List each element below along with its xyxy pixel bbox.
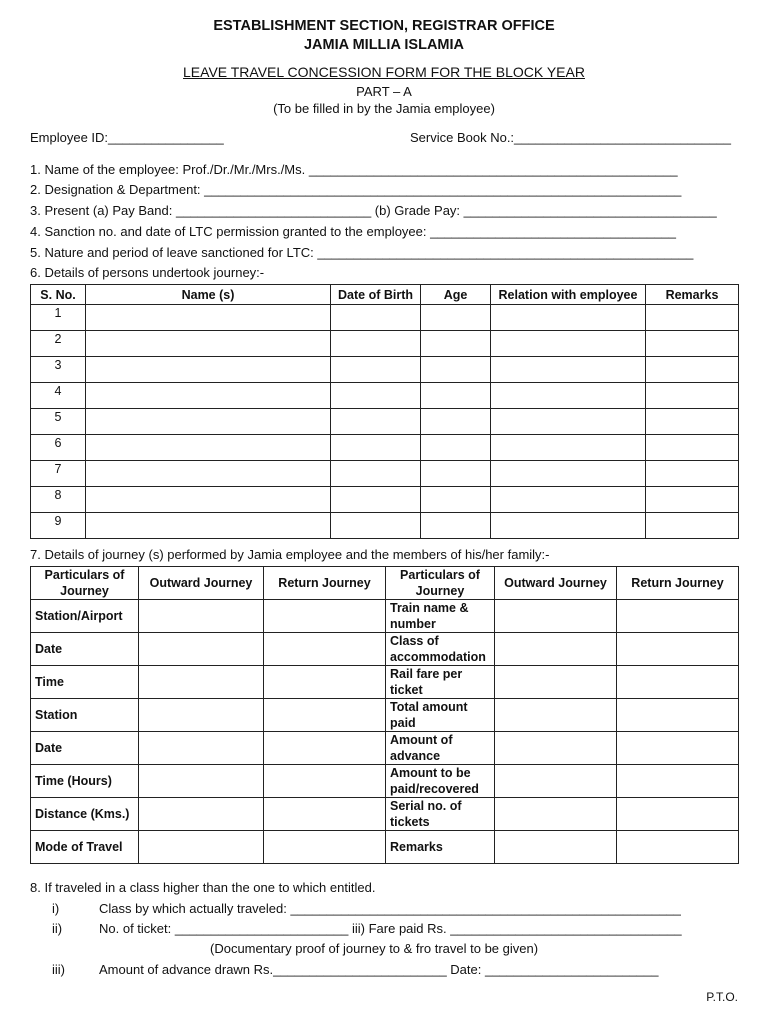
relation-cell[interactable] bbox=[491, 435, 646, 461]
journey-table bbox=[30, 566, 739, 864]
outward-cell[interactable] bbox=[495, 600, 617, 633]
dob-cell[interactable] bbox=[331, 357, 421, 383]
return-cell[interactable] bbox=[264, 699, 386, 732]
item-sanction[interactable]: 4. Sanction no. and date of LTC permission granted to the employee: __________________________________ bbox=[30, 224, 676, 239]
return-cell[interactable] bbox=[617, 600, 739, 633]
left-label: Mode of Travel bbox=[31, 831, 139, 864]
header-names: Name (s) bbox=[86, 285, 331, 305]
table-row bbox=[31, 357, 739, 383]
dob-cell[interactable] bbox=[331, 513, 421, 539]
return-cell[interactable] bbox=[617, 666, 739, 699]
age-cell[interactable] bbox=[421, 487, 491, 513]
name-cell[interactable] bbox=[86, 305, 331, 331]
relation-cell[interactable] bbox=[491, 513, 646, 539]
header-relation: Relation with employee bbox=[491, 285, 646, 305]
right-label: Train name & number bbox=[386, 600, 495, 633]
table-row bbox=[31, 600, 739, 633]
right-label: Rail fare per ticket bbox=[386, 666, 495, 699]
row-number: 4 bbox=[31, 383, 86, 409]
dob-cell[interactable] bbox=[331, 461, 421, 487]
remarks-cell[interactable] bbox=[646, 513, 739, 539]
dob-cell[interactable] bbox=[331, 305, 421, 331]
dob-cell[interactable] bbox=[331, 409, 421, 435]
row-number: 5 bbox=[31, 409, 86, 435]
row-number: 8 bbox=[31, 487, 86, 513]
form-title: LEAVE TRAVEL CONCESSION FORM FOR THE BLOCK YEAR bbox=[183, 64, 585, 80]
sub-item-3-number: iii) bbox=[52, 962, 65, 977]
return-cell[interactable] bbox=[264, 831, 386, 864]
outward-cell[interactable] bbox=[139, 765, 264, 798]
table-row bbox=[31, 331, 739, 357]
table-row bbox=[31, 305, 739, 331]
age-cell[interactable] bbox=[421, 513, 491, 539]
outward-cell[interactable] bbox=[495, 732, 617, 765]
table-row bbox=[31, 513, 739, 539]
dob-cell[interactable] bbox=[331, 435, 421, 461]
remarks-cell[interactable] bbox=[646, 357, 739, 383]
age-cell[interactable] bbox=[421, 435, 491, 461]
persons-header-row bbox=[31, 285, 739, 305]
return-cell[interactable] bbox=[617, 633, 739, 666]
item-leave[interactable]: 5. Nature and period of leave sanctioned for LTC: ____________________________________________________ bbox=[30, 245, 694, 260]
header-return-right: Return Journey bbox=[617, 567, 739, 600]
age-cell[interactable] bbox=[421, 331, 491, 357]
outward-cell[interactable] bbox=[139, 831, 264, 864]
name-cell[interactable] bbox=[86, 357, 331, 383]
right-label: Class of accommodation bbox=[386, 633, 495, 666]
right-label: Remarks bbox=[386, 831, 495, 864]
header-dob: Date of Birth bbox=[331, 285, 421, 305]
header-age: Age bbox=[421, 285, 491, 305]
outward-cell[interactable] bbox=[139, 666, 264, 699]
remarks-cell[interactable] bbox=[646, 487, 739, 513]
employee-id-field[interactable]: Employee ID:________________ bbox=[30, 130, 224, 145]
name-cell[interactable] bbox=[86, 383, 331, 409]
relation-cell[interactable] bbox=[491, 357, 646, 383]
return-cell[interactable] bbox=[264, 633, 386, 666]
header-line2: JAMIA MILLIA ISLAMIA bbox=[303, 37, 465, 53]
name-cell[interactable] bbox=[86, 435, 331, 461]
table-row bbox=[31, 765, 739, 798]
left-label: Station/Airport bbox=[31, 600, 139, 633]
table-row bbox=[31, 487, 739, 513]
item-higher-class: 8. If traveled in a class higher than the one to which entitled. bbox=[30, 880, 376, 895]
outward-cell[interactable] bbox=[495, 798, 617, 831]
left-label: Station bbox=[31, 699, 139, 732]
dob-cell[interactable] bbox=[331, 383, 421, 409]
return-cell[interactable] bbox=[264, 666, 386, 699]
table-row bbox=[31, 461, 739, 487]
age-cell[interactable] bbox=[421, 357, 491, 383]
item-name[interactable]: 1. Name of the employee: Prof./Dr./Mr./Mrs./Ms. ___________________________________________________ bbox=[30, 162, 678, 177]
left-label: Date bbox=[31, 732, 139, 765]
header-outward-left: Outward Journey bbox=[139, 567, 264, 600]
row-number: 1 bbox=[31, 305, 86, 331]
header-particulars-left: Particulars of Journey bbox=[31, 567, 139, 600]
table-row bbox=[31, 666, 739, 699]
class-traveled-field[interactable]: Class by which actually traveled: ______________________________________________________ bbox=[99, 901, 681, 916]
relation-cell[interactable] bbox=[491, 461, 646, 487]
outward-cell[interactable] bbox=[139, 600, 264, 633]
item-designation[interactable]: 2. Designation & Department: __________________________________________________________________ bbox=[30, 182, 682, 197]
remarks-cell[interactable] bbox=[646, 305, 739, 331]
remarks-cell[interactable] bbox=[646, 435, 739, 461]
name-cell[interactable] bbox=[86, 409, 331, 435]
pto-label: P.T.O. bbox=[706, 990, 738, 1004]
return-cell[interactable] bbox=[617, 699, 739, 732]
tickets-fare-field[interactable]: No. of ticket: ________________________ iii) Fare paid Rs. ________________________________ bbox=[99, 921, 682, 936]
age-cell[interactable] bbox=[421, 409, 491, 435]
return-cell[interactable] bbox=[264, 765, 386, 798]
outward-cell[interactable] bbox=[495, 633, 617, 666]
table-row bbox=[31, 633, 739, 666]
outward-cell[interactable] bbox=[495, 699, 617, 732]
table-row bbox=[31, 409, 739, 435]
relation-cell[interactable] bbox=[491, 487, 646, 513]
table-row bbox=[31, 798, 739, 831]
table-row bbox=[31, 383, 739, 409]
row-number: 6 bbox=[31, 435, 86, 461]
row-number: 9 bbox=[31, 513, 86, 539]
outward-cell[interactable] bbox=[139, 798, 264, 831]
left-label: Date bbox=[31, 633, 139, 666]
return-cell[interactable] bbox=[264, 798, 386, 831]
return-cell[interactable] bbox=[264, 732, 386, 765]
table-row bbox=[31, 831, 739, 864]
name-cell[interactable] bbox=[86, 487, 331, 513]
remarks-cell[interactable] bbox=[646, 331, 739, 357]
header-particulars-right: Particulars of Journey bbox=[386, 567, 495, 600]
relation-cell[interactable] bbox=[491, 383, 646, 409]
table-row bbox=[31, 699, 739, 732]
left-label: Time bbox=[31, 666, 139, 699]
name-cell[interactable] bbox=[86, 331, 331, 357]
outward-cell[interactable] bbox=[139, 633, 264, 666]
dob-cell[interactable] bbox=[331, 487, 421, 513]
service-book-field[interactable]: Service Book No.:______________________________ bbox=[410, 130, 731, 145]
header-sno: S. No. bbox=[31, 285, 86, 305]
relation-cell[interactable] bbox=[491, 331, 646, 357]
dob-cell[interactable] bbox=[331, 331, 421, 357]
right-label: Amount of advance bbox=[386, 732, 495, 765]
journey-header-row bbox=[31, 567, 739, 600]
header-return-left: Return Journey bbox=[264, 567, 386, 600]
part-label: PART – A bbox=[356, 84, 412, 99]
table-row bbox=[31, 732, 739, 765]
outward-cell[interactable] bbox=[495, 831, 617, 864]
right-label: Serial no. of tickets bbox=[386, 798, 495, 831]
name-cell[interactable] bbox=[86, 513, 331, 539]
advance-field[interactable]: Amount of advance drawn Rs.________________________ Date: ________________________ bbox=[99, 962, 659, 977]
header-line1: ESTABLISHMENT SECTION, REGISTRAR OFFICE bbox=[213, 18, 555, 34]
age-cell[interactable] bbox=[421, 461, 491, 487]
remarks-cell[interactable] bbox=[646, 409, 739, 435]
table-row bbox=[31, 435, 739, 461]
right-label: Total amount paid bbox=[386, 699, 495, 732]
age-cell[interactable] bbox=[421, 305, 491, 331]
return-cell[interactable] bbox=[617, 732, 739, 765]
age-cell[interactable] bbox=[421, 383, 491, 409]
row-number: 2 bbox=[31, 331, 86, 357]
persons-table bbox=[30, 284, 739, 539]
outward-cell[interactable] bbox=[495, 765, 617, 798]
left-label: Distance (Kms.) bbox=[31, 798, 139, 831]
sub-item-1-number: i) bbox=[52, 901, 60, 916]
row-number: 3 bbox=[31, 357, 86, 383]
outward-cell[interactable] bbox=[139, 699, 264, 732]
header-remarks: Remarks bbox=[646, 285, 739, 305]
item-journey-heading: 7. Details of journey (s) performed by Jamia employee and the members of his/her family:- bbox=[30, 547, 550, 562]
relation-cell[interactable] bbox=[491, 409, 646, 435]
return-cell[interactable] bbox=[617, 798, 739, 831]
outward-cell[interactable] bbox=[495, 666, 617, 699]
outward-cell[interactable] bbox=[139, 732, 264, 765]
sub-item-2-number: ii) bbox=[52, 921, 63, 936]
row-number: 7 bbox=[31, 461, 86, 487]
name-cell[interactable] bbox=[86, 461, 331, 487]
item-pay-band[interactable]: 3. Present (a) Pay Band: ___________________________ (b) Grade Pay: ___________________________________ bbox=[30, 203, 717, 218]
remarks-cell[interactable] bbox=[646, 383, 739, 409]
remarks-cell[interactable] bbox=[646, 461, 739, 487]
header-outward-right: Outward Journey bbox=[495, 567, 617, 600]
proof-note: (Documentary proof of journey to & fro travel to be given) bbox=[210, 941, 539, 956]
right-label: Amount to be paid/recovered bbox=[386, 765, 495, 798]
return-cell[interactable] bbox=[264, 600, 386, 633]
item-persons-heading: 6. Details of persons undertook journey:- bbox=[30, 265, 265, 280]
left-label: Time (Hours) bbox=[31, 765, 139, 798]
return-cell[interactable] bbox=[617, 831, 739, 864]
return-cell[interactable] bbox=[617, 765, 739, 798]
relation-cell[interactable] bbox=[491, 305, 646, 331]
fill-note: (To be filled in by the Jamia employee) bbox=[273, 101, 495, 116]
